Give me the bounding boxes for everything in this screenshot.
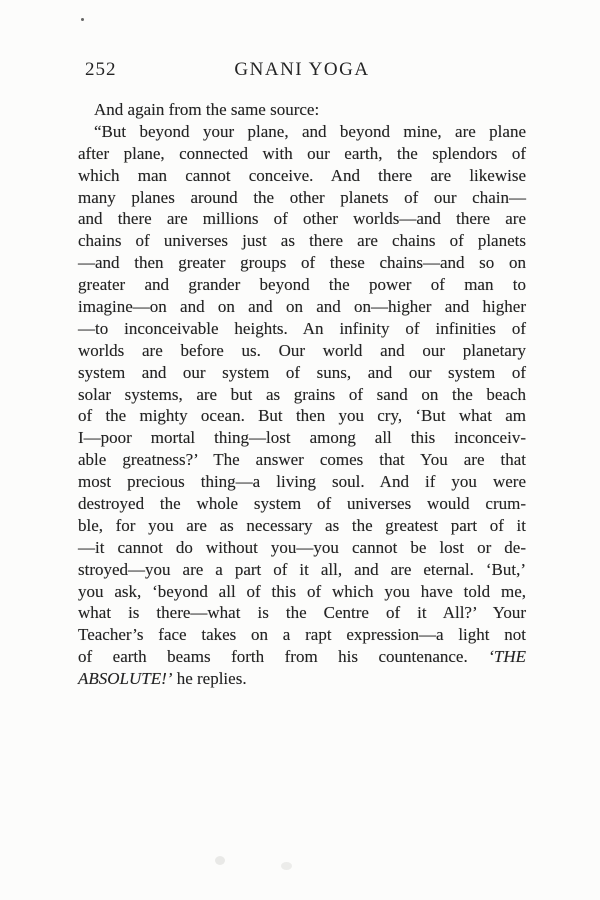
text-line — [78, 493, 526, 515]
text-segment: system and our system of suns, and our system of — [78, 362, 526, 382]
text-segment: solar systems, are but as grains of sand on the beach — [78, 384, 526, 404]
text-line — [78, 581, 526, 603]
paragraph — [78, 121, 526, 690]
text-segment: many planes around the other planets of our chain— — [78, 187, 526, 207]
text-line — [78, 668, 526, 690]
text-segment: he replies. — [172, 669, 247, 689]
text-line — [78, 208, 526, 230]
text-segment: and there are millions of other worlds—and there are — [78, 209, 526, 229]
text-line — [78, 427, 526, 449]
page-body — [78, 99, 526, 690]
text-line — [78, 165, 526, 187]
text-line — [78, 143, 526, 165]
text-line — [78, 471, 526, 493]
text-segment: —it cannot do without you—you cannot be lost or de- — [78, 537, 526, 557]
text-segment: after plane, connected with our earth, the splendors of — [78, 143, 526, 163]
text-segment: able greatness?’ The answer comes that You are that — [78, 450, 526, 470]
text-segment: of the mighty ocean. But then you cry, ‘But what am — [78, 406, 526, 426]
text-segment: stroyed—you are a part of it all, and are eternal. ‘But,’ — [78, 559, 526, 579]
text-segment: I—poor mortal thing—lost among all this inconceiv- — [78, 428, 526, 448]
text-line — [78, 646, 526, 668]
text-line — [78, 121, 526, 143]
text-segment: greater and grander beyond the power of man to — [78, 275, 526, 295]
text-line — [78, 340, 526, 362]
text-line — [78, 405, 526, 427]
text-segment: which man cannot conceive. And there are likewise — [78, 165, 526, 185]
show-through-smudge-left — [215, 856, 225, 865]
text-line — [78, 559, 526, 581]
text-segment: —to inconceivable heights. An infinity of infinities of — [78, 318, 526, 338]
text-segment: imagine—on and on and on and on—higher and higher — [78, 297, 526, 317]
text-line — [78, 230, 526, 252]
text-segment: what is there—what is the Centre of it All?’ Your — [78, 603, 526, 623]
text-line — [78, 537, 526, 559]
page-title: GNANI YOGA — [234, 59, 370, 80]
text-line — [78, 384, 526, 406]
text-line — [78, 187, 526, 209]
text-line — [78, 318, 526, 340]
text-line — [78, 99, 526, 121]
paragraph — [78, 99, 526, 121]
text-line — [78, 252, 526, 274]
text-line — [78, 515, 526, 537]
text-line — [78, 274, 526, 296]
text-segment: destroyed the whole system of universes would crum- — [78, 494, 526, 514]
running-header — [78, 58, 526, 82]
show-through-smudge-right — [281, 862, 292, 870]
text-segment: most precious thing—a living soul. And if you were — [78, 472, 526, 492]
ink-speck-top-left — [81, 18, 84, 21]
text-segment: ble, for you are as necessary as the greatest part of it — [78, 515, 526, 535]
text-line — [78, 624, 526, 646]
text-segment: you ask, ‘beyond all of this of which you have told me, — [78, 581, 526, 601]
text-segment: of earth beams forth from his countenance. — [78, 647, 489, 667]
text-segment: chains of universes just as there are chains of planets — [78, 231, 526, 251]
text-segment: worlds are before us. Our world and our planetary — [78, 340, 526, 360]
text-segment: —and then greater groups of these chains—and so on — [78, 253, 526, 273]
text-line — [78, 449, 526, 471]
italic-text: ‘THE — [488, 647, 526, 667]
text-segment: “But beyond your plane, and beyond mine, are plane — [94, 121, 526, 141]
text-segment: Teacher’s face takes on a rapt expression—a light not — [78, 625, 526, 645]
italic-text: ABSOLUTE!’ — [78, 669, 173, 689]
page-number: 252 — [85, 59, 117, 80]
text-line — [78, 296, 526, 318]
text-line — [78, 602, 526, 624]
text-line — [78, 362, 526, 384]
text-segment: And again from the same source: — [94, 100, 320, 119]
